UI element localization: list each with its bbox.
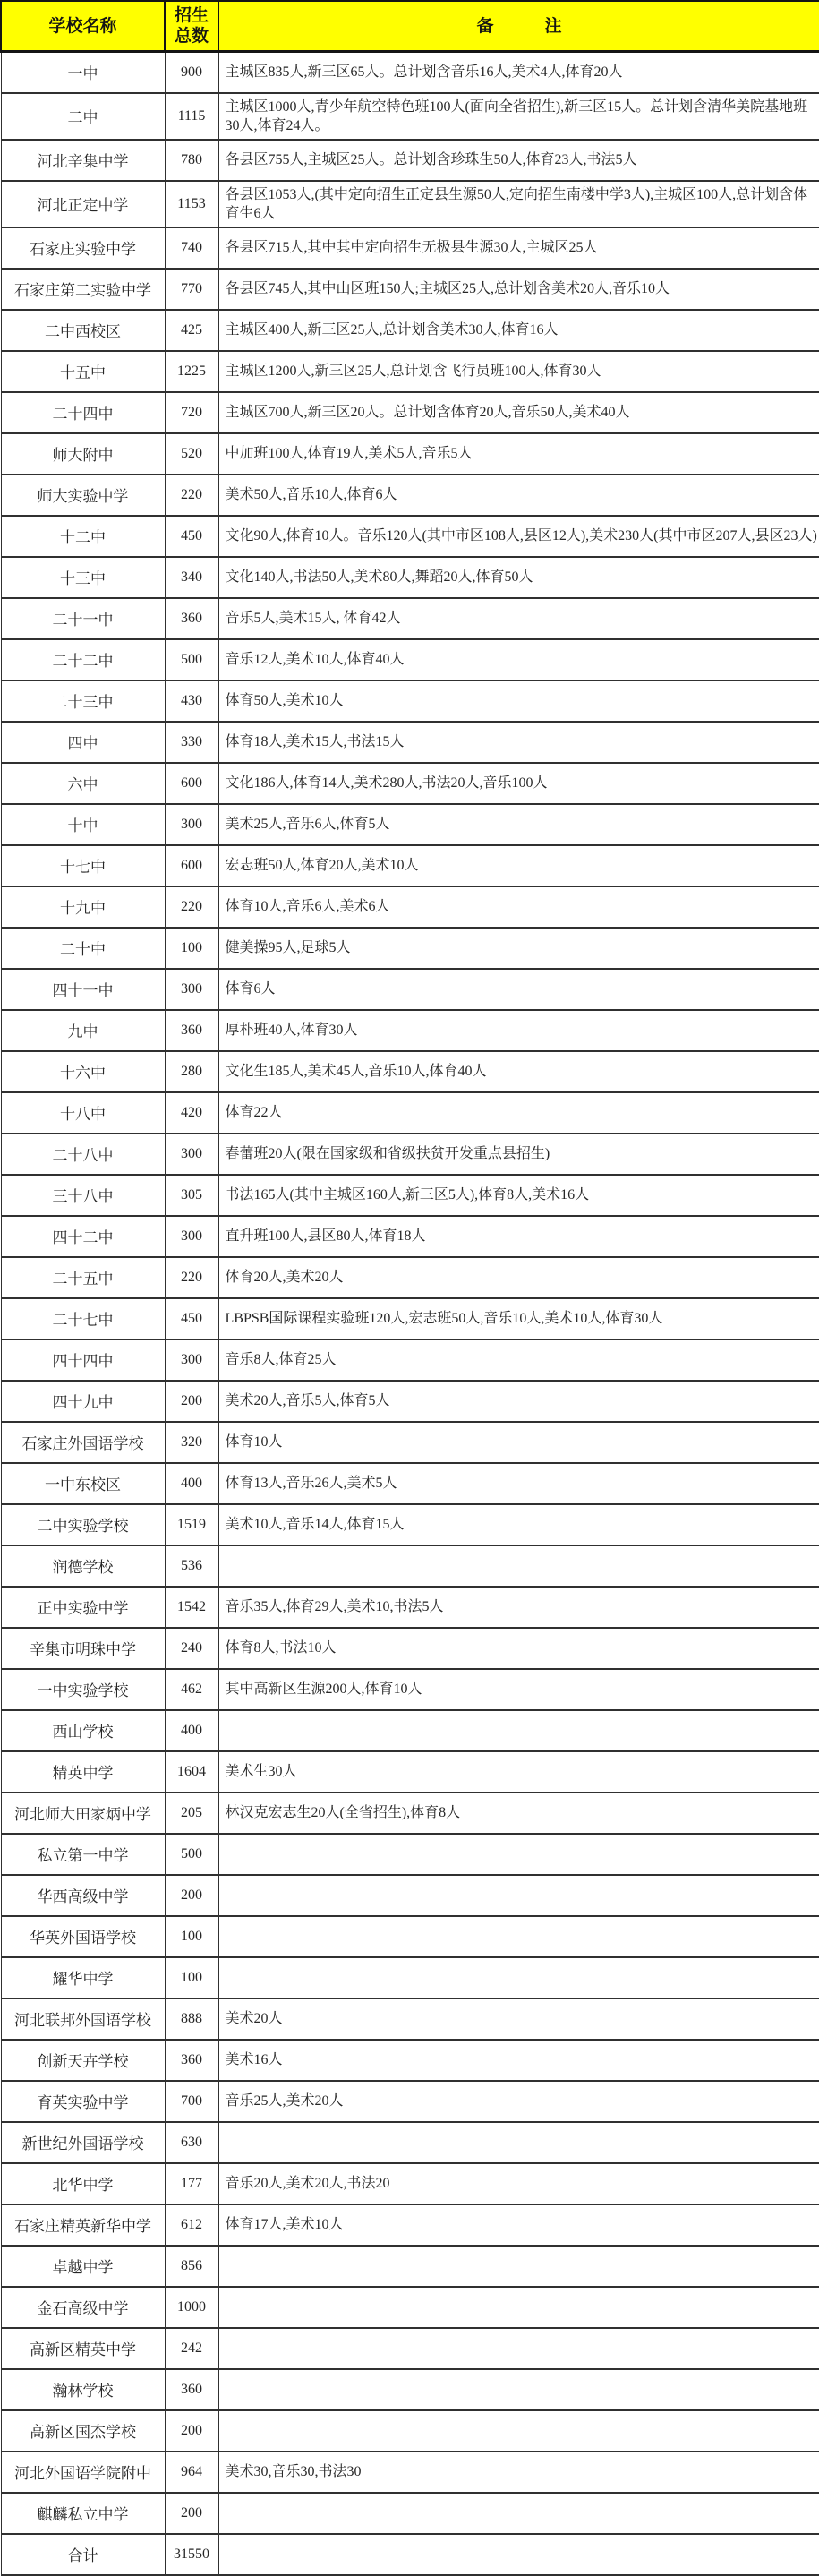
- table-row: [1, 392, 819, 433]
- enrollment-total-cell: 900: [165, 52, 218, 93]
- enrollment-total-cell: 300: [165, 804, 218, 845]
- enrollment-total-cell: 220: [165, 886, 218, 928]
- enrollment-total-cell: 450: [165, 1298, 218, 1339]
- table-row: [1, 722, 819, 763]
- table-row: [1, 1998, 819, 2040]
- school-name-cell: 石家庄外国语学校: [1, 1422, 165, 1463]
- remark-cell: 主城区835人,新三区65人。总计划含音乐16人,美术4人,体育20人: [218, 52, 819, 93]
- school-name-cell: 四十九中: [1, 1381, 165, 1422]
- table-row: [1, 269, 819, 310]
- enrollment-total-cell: 300: [165, 1339, 218, 1381]
- enrollment-total-cell: 536: [165, 1545, 218, 1587]
- school-name-cell: 精英中学: [1, 1751, 165, 1793]
- remark-cell: [218, 1916, 819, 1957]
- school-name-cell: 河北联邦外国语学校: [1, 1998, 165, 2040]
- remark-cell: LBPSB国际课程实验班120人,宏志班50人,音乐10人,美术10人,体育30人: [218, 1298, 819, 1339]
- enrollment-total-cell: 100: [165, 1916, 218, 1957]
- enrollment-total-cell: 612: [165, 2204, 218, 2246]
- remark-cell: 体育17人,美术10人: [218, 2204, 819, 2246]
- enrollment-total-cell: 770: [165, 269, 218, 310]
- table-row: [1, 886, 819, 928]
- table-header: [1, 1, 819, 52]
- table-row: [1, 969, 819, 1010]
- remark-cell: 音乐20人,美术20人,书法20: [218, 2163, 819, 2204]
- remark-cell: 中加班100人,体育19人,美术5人,音乐5人: [218, 433, 819, 475]
- school-name-cell: 北华中学: [1, 2163, 165, 2204]
- remark-cell: 各县区715人,其中其中定向招生无极县生源30人,主城区25人: [218, 227, 819, 269]
- school-name-cell: 十七中: [1, 845, 165, 886]
- table-row: [1, 2163, 819, 2204]
- enrollment-total-cell: 420: [165, 1092, 218, 1134]
- remark-cell: 各县区755人,主城区25人。总计划含珍珠生50人,体育23人,书法5人: [218, 140, 819, 181]
- enrollment-total-cell: 400: [165, 1463, 218, 1504]
- school-name-cell: 十八中: [1, 1092, 165, 1134]
- enrollment-total-cell: 520: [165, 433, 218, 475]
- table-row: [1, 1134, 819, 1175]
- enrollment-total-cell: 964: [165, 2452, 218, 2493]
- table-row: [1, 1504, 819, 1545]
- remark-cell: 书法165人(其中主城区160人,新三区5人),体育8人,美术16人: [218, 1175, 819, 1216]
- school-name-cell: 四十二中: [1, 1216, 165, 1257]
- school-name-cell: 二中西校区: [1, 310, 165, 351]
- remark-cell: 各县区1053人,(其中定向招生正定县生源50人,定向招生南楼中学3人),主城区100人,总计划含体育生6人: [218, 181, 819, 227]
- enrollment-total-cell: 700: [165, 2081, 218, 2122]
- school-name-cell: 石家庄精英新华中学: [1, 2204, 165, 2246]
- remark-cell: 音乐8人,体育25人: [218, 1339, 819, 1381]
- enrollment-total-cell: 205: [165, 1793, 218, 1834]
- school-name-cell: 瀚林学校: [1, 2369, 165, 2410]
- enrollment-total-cell: 720: [165, 392, 218, 433]
- school-name-cell: 河北正定中学: [1, 181, 165, 227]
- enrollment-total-cell: 100: [165, 928, 218, 969]
- table-row: [1, 1463, 819, 1504]
- enrollment-total-cell: 360: [165, 598, 218, 639]
- enrollment-total-cell: 1115: [165, 93, 218, 140]
- table-row: [1, 845, 819, 886]
- remark-cell: 美术生30人: [218, 1751, 819, 1793]
- enrollment-total-cell: 1519: [165, 1504, 218, 1545]
- remark-cell: [218, 1710, 819, 1751]
- remark-cell: [218, 1957, 819, 1998]
- enrollment-total-cell: 360: [165, 2040, 218, 2081]
- enrollment-total-cell: 450: [165, 516, 218, 557]
- school-name-cell: 一中东校区: [1, 1463, 165, 1504]
- school-name-cell: 新世纪外国语学校: [1, 2122, 165, 2163]
- enrollment-total-cell: 740: [165, 227, 218, 269]
- school-name-cell: 麒麟私立中学: [1, 2493, 165, 2534]
- remark-cell: 体育8人,书法10人: [218, 1628, 819, 1669]
- remark-cell: 主城区1200人,新三区25人,总计划含飞行员班100人,体育30人: [218, 351, 819, 392]
- enrollment-total-cell: 500: [165, 1834, 218, 1875]
- table-row: [1, 310, 819, 351]
- school-name-cell: 正中实验中学: [1, 1587, 165, 1628]
- school-name-cell: 二十四中: [1, 392, 165, 433]
- table-body: [1, 52, 819, 2575]
- table-row: [1, 1339, 819, 1381]
- enrollment-total-cell: 1542: [165, 1587, 218, 1628]
- table-row: [1, 1010, 819, 1051]
- table-row: [1, 1834, 819, 1875]
- school-name-cell: 六中: [1, 763, 165, 804]
- remark-cell: 主城区700人,新三区20人。总计划含体育20人,音乐50人,美术40人: [218, 392, 819, 433]
- remark-cell: 音乐25人,美术20人: [218, 2081, 819, 2122]
- school-name-cell: 河北外国语学院附中: [1, 2452, 165, 2493]
- remark-cell: [218, 2493, 819, 2534]
- table-row: [1, 93, 819, 140]
- school-name-cell: 二中实验学校: [1, 1504, 165, 1545]
- remark-cell: [218, 1545, 819, 1587]
- enrollment-total-cell: 100: [165, 1957, 218, 1998]
- table-row: [1, 52, 819, 93]
- remark-cell: [218, 2410, 819, 2452]
- school-name-cell: 二十三中: [1, 680, 165, 722]
- enrollment-total-cell: 340: [165, 557, 218, 598]
- enrollment-total-cell: 300: [165, 1216, 218, 1257]
- remark-cell: 美术16人: [218, 2040, 819, 2081]
- remark-cell: 厚朴班40人,体育30人: [218, 1010, 819, 1051]
- table-row: [1, 763, 819, 804]
- table-row: [1, 475, 819, 516]
- enrollment-total-cell: 242: [165, 2328, 218, 2369]
- remark-cell: [218, 2287, 819, 2328]
- enrollment-total-cell: 630: [165, 2122, 218, 2163]
- school-name-cell: 师大实验中学: [1, 475, 165, 516]
- school-name-cell: 高新区精英中学: [1, 2328, 165, 2369]
- enrollment-total-cell: 360: [165, 2369, 218, 2410]
- enrollment-total-cell: 430: [165, 680, 218, 722]
- remark-cell: 文化186人,体育14人,美术280人,书法20人,音乐100人: [218, 763, 819, 804]
- enrollment-total-cell: 856: [165, 2246, 218, 2287]
- table-row: [1, 680, 819, 722]
- enrollment-total-cell: 425: [165, 310, 218, 351]
- school-name-cell: 二十八中: [1, 1134, 165, 1175]
- school-name-cell: 十六中: [1, 1051, 165, 1092]
- remark-cell: 宏志班50人,体育20人,美术10人: [218, 845, 819, 886]
- enrollment-total-cell: 31550: [165, 2534, 218, 2575]
- enrollment-total-cell: 300: [165, 1134, 218, 1175]
- remark-cell: 林汉克宏志生20人(全省招生),体育8人: [218, 1793, 819, 1834]
- table-row: [1, 2493, 819, 2534]
- school-name-cell: 十二中: [1, 516, 165, 557]
- school-name-cell: 十五中: [1, 351, 165, 392]
- school-name-cell: 十中: [1, 804, 165, 845]
- enrollment-total-cell: 780: [165, 140, 218, 181]
- school-name-cell: 合计: [1, 2534, 165, 2575]
- table-row: [1, 1587, 819, 1628]
- enrollment-total-cell: 600: [165, 763, 218, 804]
- table-row: [1, 2369, 819, 2410]
- table-row: [1, 2452, 819, 2493]
- remark-cell: 体育10人,音乐6人,美术6人: [218, 886, 819, 928]
- table-row: [1, 2328, 819, 2369]
- school-name-cell: 四中: [1, 722, 165, 763]
- school-name-cell: 二十一中: [1, 598, 165, 639]
- remark-cell: 美术25人,音乐6人,体育5人: [218, 804, 819, 845]
- school-name-cell: 辛集市明珠中学: [1, 1628, 165, 1669]
- school-name-cell: 创新天卉学校: [1, 2040, 165, 2081]
- enrollment-total-cell: 240: [165, 1628, 218, 1669]
- remark-cell: [218, 2534, 819, 2575]
- school-name-cell: 润德学校: [1, 1545, 165, 1587]
- table-row: [1, 140, 819, 181]
- enrollment-total-cell: 200: [165, 2493, 218, 2534]
- school-name-cell: 石家庄实验中学: [1, 227, 165, 269]
- table-row: [1, 351, 819, 392]
- school-name-cell: 华英外国语学校: [1, 1916, 165, 1957]
- remark-cell: 直升班100人,县区80人,体育18人: [218, 1216, 819, 1257]
- header-row: [1, 1, 819, 52]
- table-row: [1, 1257, 819, 1298]
- remark-cell: 体育13人,音乐26人,美术5人: [218, 1463, 819, 1504]
- school-name-cell: 二十五中: [1, 1257, 165, 1298]
- table-row: [1, 433, 819, 475]
- table-row: [1, 1793, 819, 1834]
- enrollment-total-cell: 600: [165, 845, 218, 886]
- school-name-cell: 九中: [1, 1010, 165, 1051]
- enrollment-total-cell: 1000: [165, 2287, 218, 2328]
- remark-cell: 美术50人,音乐10人,体育6人: [218, 475, 819, 516]
- table-row: [1, 1957, 819, 1998]
- school-name-cell: 私立第一中学: [1, 1834, 165, 1875]
- table-row: [1, 804, 819, 845]
- remark-cell: [218, 2122, 819, 2163]
- remark-cell: [218, 2328, 819, 2369]
- school-name-cell: 二十七中: [1, 1298, 165, 1339]
- enrollment-total-cell: 200: [165, 1381, 218, 1422]
- header-school-name: 学校名称: [1, 1, 165, 52]
- school-name-cell: 河北师大田家炳中学: [1, 1793, 165, 1834]
- remark-cell: 文化生185人,美术45人,音乐10人,体育40人: [218, 1051, 819, 1092]
- enrollment-total-cell: 220: [165, 475, 218, 516]
- remark-cell: 体育50人,美术10人: [218, 680, 819, 722]
- remark-cell: 音乐35人,体育29人,美术10,书法5人: [218, 1587, 819, 1628]
- table-row: [1, 1710, 819, 1751]
- table-row: [1, 2246, 819, 2287]
- enrollment-total-cell: 200: [165, 2410, 218, 2452]
- table-row: [1, 1051, 819, 1092]
- school-name-cell: 西山学校: [1, 1710, 165, 1751]
- table-row: [1, 1628, 819, 1669]
- table-row: [1, 1381, 819, 1422]
- enrollment-total-cell: 220: [165, 1257, 218, 1298]
- remark-cell: 音乐12人,美术10人,体育40人: [218, 639, 819, 680]
- school-name-cell: 耀华中学: [1, 1957, 165, 1998]
- remark-cell: 主城区400人,新三区25人,总计划含美术30人,体育16人: [218, 310, 819, 351]
- remark-cell: 文化90人,体育10人。音乐120人(其中市区108人,县区12人),美术230人(其中市区207人,县区23人): [218, 516, 819, 557]
- school-name-cell: 一中实验学校: [1, 1669, 165, 1710]
- table-row: [1, 598, 819, 639]
- remark-cell: 美术20人: [218, 1998, 819, 2040]
- table-row: [1, 2287, 819, 2328]
- header-enrollment-total: 招生总数: [165, 1, 218, 52]
- enrollment-total-cell: 305: [165, 1175, 218, 1216]
- table-row: [1, 1422, 819, 1463]
- school-name-cell: 十三中: [1, 557, 165, 598]
- enrollment-total-cell: 462: [165, 1669, 218, 1710]
- remark-cell: [218, 2246, 819, 2287]
- remark-cell: 文化140人,书法50人,美术80人,舞蹈20人,体育50人: [218, 557, 819, 598]
- table-row: [1, 181, 819, 227]
- enrollment-total-cell: 888: [165, 1998, 218, 2040]
- school-name-cell: 师大附中: [1, 433, 165, 475]
- remark-cell: 主城区1000人,青少年航空特色班100人(面向全省招生),新三区15人。总计划含清华美院基地班30人,体育24人。: [218, 93, 819, 140]
- table-row: [1, 227, 819, 269]
- enrollment-total-cell: 400: [165, 1710, 218, 1751]
- remark-cell: 其中高新区生源200人,体育10人: [218, 1669, 819, 1710]
- school-name-cell: 四十四中: [1, 1339, 165, 1381]
- school-name-cell: 四十一中: [1, 969, 165, 1010]
- table-row: [1, 557, 819, 598]
- remark-cell: 体育6人: [218, 969, 819, 1010]
- table-row: [1, 2410, 819, 2452]
- school-name-cell: 十九中: [1, 886, 165, 928]
- enrollment-total-cell: 1225: [165, 351, 218, 392]
- remark-cell: 春蕾班20人(限在国家级和省级扶贫开发重点县招生): [218, 1134, 819, 1175]
- header-remark: 备 注: [218, 1, 819, 52]
- table-row: [1, 639, 819, 680]
- table-row: [1, 2081, 819, 2122]
- table-row: [1, 1216, 819, 1257]
- table-row: [1, 1916, 819, 1957]
- table-row: [1, 1751, 819, 1793]
- enrollment-total-cell: 200: [165, 1875, 218, 1916]
- remark-cell: 体育10人: [218, 1422, 819, 1463]
- enrollment-total-cell: 330: [165, 722, 218, 763]
- table-row: [1, 1669, 819, 1710]
- enrollment-total-cell: 360: [165, 1010, 218, 1051]
- remark-cell: 各县区745人,其中山区班150人;主城区25人,总计划含美术20人,音乐10人: [218, 269, 819, 310]
- table-row: [1, 2122, 819, 2163]
- school-name-cell: 育英实验中学: [1, 2081, 165, 2122]
- table-row: [1, 1092, 819, 1134]
- remark-cell: [218, 1834, 819, 1875]
- remark-cell: 体育20人,美术20人: [218, 1257, 819, 1298]
- remark-cell: 美术30,音乐30,书法30: [218, 2452, 819, 2493]
- table-row: [1, 2204, 819, 2246]
- table-row: [1, 1298, 819, 1339]
- school-name-cell: 华西高级中学: [1, 1875, 165, 1916]
- table-row: [1, 516, 819, 557]
- remark-cell: 健美操95人,足球5人: [218, 928, 819, 969]
- table-row: [1, 928, 819, 969]
- school-name-cell: 三十八中: [1, 1175, 165, 1216]
- remark-cell: [218, 1875, 819, 1916]
- table-row: [1, 2534, 819, 2575]
- remark-cell: 体育18人,美术15人,书法15人: [218, 722, 819, 763]
- enrollment-total-cell: 177: [165, 2163, 218, 2204]
- enrollment-total-cell: 280: [165, 1051, 218, 1092]
- school-name-cell: 高新区国杰学校: [1, 2410, 165, 2452]
- enrollment-total-cell: 320: [165, 1422, 218, 1463]
- remark-cell: 美术20人,音乐5人,体育5人: [218, 1381, 819, 1422]
- table-row: [1, 1175, 819, 1216]
- remark-cell: 美术10人,音乐14人,体育15人: [218, 1504, 819, 1545]
- enrollment-total-cell: 1604: [165, 1751, 218, 1793]
- school-name-cell: 二十中: [1, 928, 165, 969]
- remark-cell: [218, 2369, 819, 2410]
- school-name-cell: 二中: [1, 93, 165, 140]
- school-name-cell: 二十二中: [1, 639, 165, 680]
- table-row: [1, 1545, 819, 1587]
- enrollment-total-cell: 1153: [165, 181, 218, 227]
- school-name-cell: 一中: [1, 52, 165, 93]
- remark-cell: 体育22人: [218, 1092, 819, 1134]
- school-name-cell: 卓越中学: [1, 2246, 165, 2287]
- school-name-cell: 石家庄第二实验中学: [1, 269, 165, 310]
- enrollment-total-cell: 500: [165, 639, 218, 680]
- remark-cell: 音乐5人,美术15人, 体育42人: [218, 598, 819, 639]
- table-row: [1, 2040, 819, 2081]
- enrollment-total-cell: 300: [165, 969, 218, 1010]
- table-row: [1, 1875, 819, 1916]
- school-name-cell: 金石高级中学: [1, 2287, 165, 2328]
- school-name-cell: 河北辛集中学: [1, 140, 165, 181]
